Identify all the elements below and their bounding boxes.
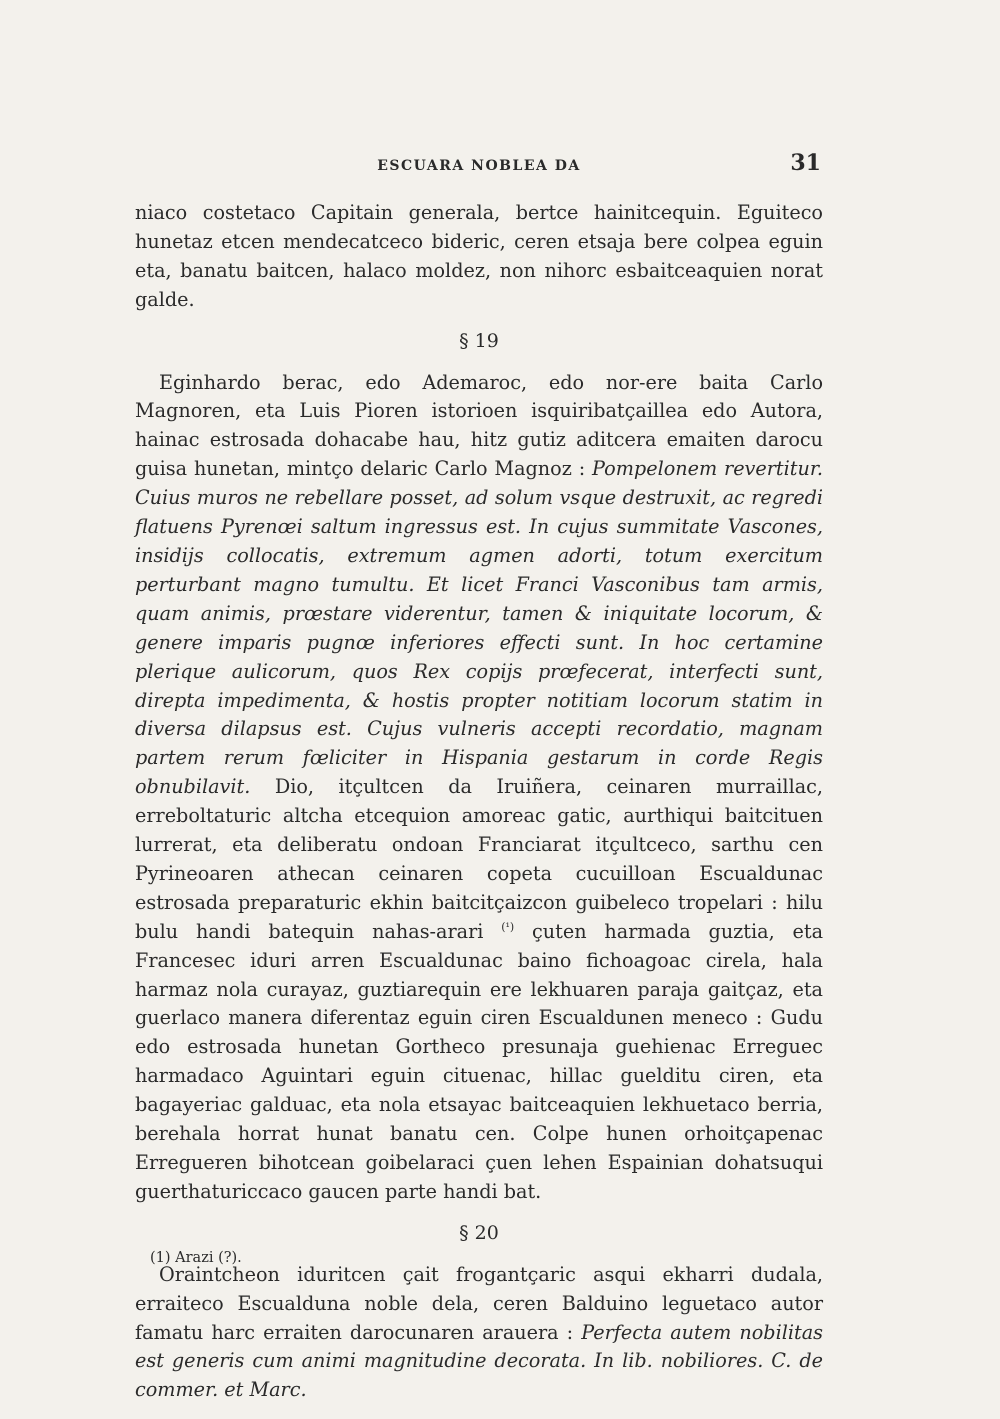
paragraph-continued: niaco costetaco Capitain generala, bertce hainitcequin. Eguiteco hunetaz etcen mendecatceco bideric, ceren etsaja bere colpea eguin eta, banatu baitcen, halaco moldez, non nihorc esbaitceaquien norat galde. — [135, 201, 823, 311]
paragraph-text: çuten harmada guztia, eta Francesec iduri arren Escualdunac baino fichoagoac cirela, hala harmaz nola curayaz, guztiarequin ere lekhuaren paraja gaitçaz, eta guerlaco manera diferentaz eguin ciren Escualdunen meneco : Gudu edo estrosada hunetan Gortheco presunaja guehienac Erreguec harmadaco Aguintari eguin cituenac, hillac guelditu ciren, eta bagayeriac galduac, eta nola etsayac baitceaquien lekhuetaco berria, berehala horrat hunat banatu cen. Colpe hunen orhoitçapenac Erregueren bihotcean goibelaraci çuen lehen Espainian dohatsuqui guerthaturiccaco gaucen parte handi bat. — [135, 919, 824, 1203]
latin-quotation: Perfecta autem nobilitas est generis cum animi magnitudine decorata. In lib. nobiliores. C. de commer. et Marc. — [135, 1320, 823, 1402]
page-header — [135, 150, 823, 190]
paragraph-text: Eginhardo berac, edo Ademaroc, edo nor-ere baita Carlo Magnoren, eta Luis Pioren istorioen isquiribatçaillea edo Autora, hainac estrosada dohacabe hau, hitz gutiz aditcera emaiten darocu guisa hunetan, mintço delaric Carlo Magnoz : — [135, 370, 823, 481]
paragraph-eginhardo — [135, 369, 823, 1207]
body-text — [135, 199, 823, 1405]
latin-quotation: Pompelonem revertitur. Cuius muros ne rebellare posset, ad solum vsque destruxit, ac regredi flatuens Pyrenœi saltum ingressus est. In cujus summitate Vascones, insidijs collocatis, extremum agmen adorti, totum exercitum perturbant magno tumultu. Et licet Franci Vasconibus tam armis, quam animis, prœstare viderentur, tamen & iniquitate locorum, & genere imparis pugnœ inferiores effecti sunt. In hoc certamine plerique aulicorum, quos Rex copijs prœfecerat, interfecti sunt, direpta impedimenta, & hostis propter notitiam locorum statim in diversa dilapsus est. Cujus vulneris accepti recordatio, magnam partem rerum fœliciter in Hispania gestarum in corde Regis obnubilavit. — [135, 457, 824, 799]
paragraph-text: Oraintcheon iduritcen çait frogantçaric asqui ekharri dudala, erraiteco Escualduna noble dela, ceren Balduino leguetaco autor famatu harc erraiten darocunaren arauera : — [135, 1262, 823, 1344]
paragraph-oraintcheon — [135, 1261, 823, 1406]
section-heading-19: § 19 — [459, 329, 499, 352]
footnote: (1) Arazi (?). — [150, 1250, 242, 1266]
running-title: ESCUARA NOBLEA DA — [377, 158, 581, 174]
paragraph-text: Dio, itçultcen da Iruiñera, ceinaren murraillac, erreboltaturic altcha etcequion amoreac gatic, aurthiqui baitcituen lurrerat, eta deliberatu ondoan Franciarat itçultceco, sarthu cen Pyrineoaren athecan ceinaren copeta cucuilloan Escualdunac estrosada preparaturic ekhin baitcitçaizcon guibeleco tropelari : hilu bulu handi batequin nahas-arari — [135, 775, 823, 943]
section-heading-20: § 20 — [459, 1221, 499, 1244]
page-number: 31 — [790, 150, 821, 176]
footnote-reference: (¹) — [501, 920, 515, 934]
